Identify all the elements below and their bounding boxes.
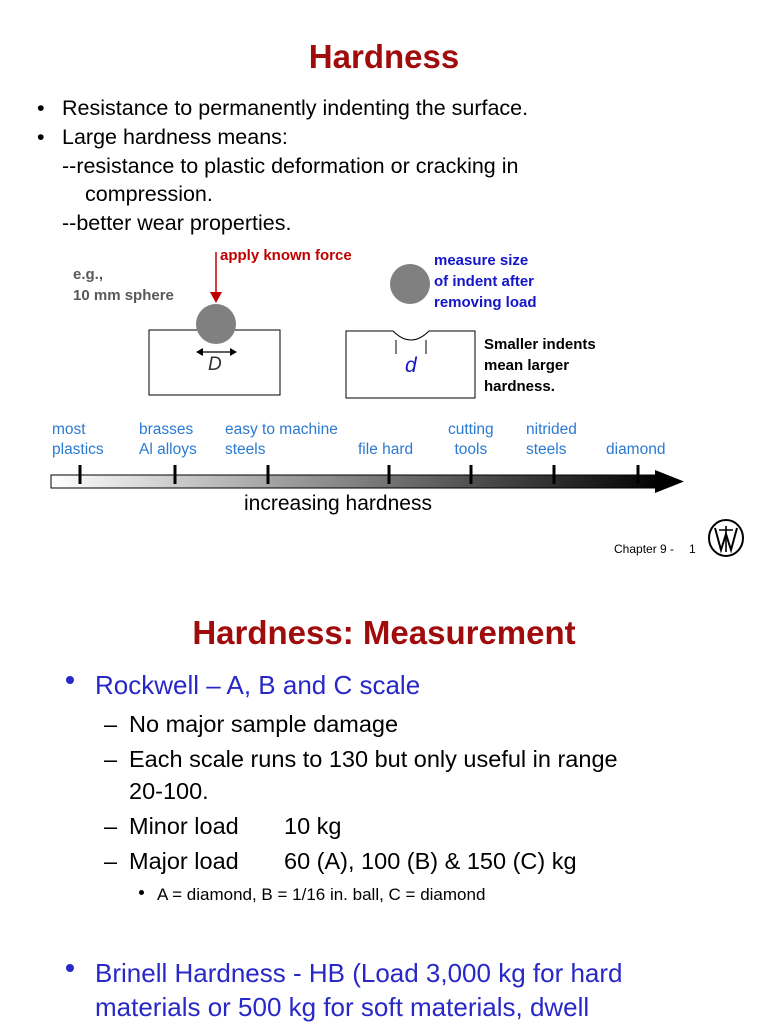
- dash-item-wear: --better wear properties.: [62, 211, 292, 235]
- indenter-types: A = diamond, B = 1/16 in. ball, C = diamond: [157, 885, 486, 904]
- scale-label-cutting-tools: cutting tools: [448, 421, 494, 458]
- bullet-glyph: •: [37, 96, 45, 120]
- minor-load-value: 10 kg: [284, 813, 342, 839]
- scale-axis-caption: increasing hardness: [244, 492, 432, 515]
- bullet-glyph: •: [37, 125, 45, 149]
- slide-2-title: Hardness: Measurement: [192, 614, 576, 651]
- dash-glyph: –: [104, 813, 118, 839]
- dash-item-compression: compression.: [85, 182, 213, 206]
- page-number: 1: [689, 542, 696, 556]
- scale-label-file-hard: file hard: [358, 441, 414, 458]
- rockwell-item-major-load: Major load: [129, 848, 239, 874]
- rockwell-item-scale-range-cont: 20-100.: [129, 778, 209, 804]
- rockwell-item-scale-range: Each scale runs to 130 but only useful in range: [129, 746, 618, 772]
- apply-force-label: apply known force: [220, 247, 352, 264]
- chapter-label: Chapter 9 -: [614, 542, 675, 556]
- bullet-dot-brinell: [66, 964, 74, 972]
- wiley-logo-icon: [707, 518, 745, 558]
- dash-glyph: –: [104, 746, 118, 772]
- scale-label-brasses: brasses Al alloys: [139, 421, 197, 458]
- bullet-large-hardness: Large hardness means:: [62, 125, 288, 149]
- D-label: D: [208, 354, 222, 375]
- bullet-resistance: Resistance to permanently indenting the surface.: [62, 96, 529, 120]
- scale-label-diamond: diamond: [606, 441, 666, 458]
- sphere-right: [390, 264, 430, 304]
- scale-label-easy-to-machine: easy to machine steels: [225, 421, 338, 458]
- sphere-left: [196, 304, 236, 344]
- rockwell-heading: Rockwell – A, B and C scale: [95, 670, 421, 700]
- d-label: d: [405, 354, 417, 377]
- slide-1-title: Hardness: [308, 38, 460, 75]
- dash-glyph: –: [104, 711, 118, 737]
- scale-label-most-plastics: most plastics: [52, 421, 104, 458]
- major-load-value: 60 (A), 100 (B) & 150 (C) kg: [284, 848, 577, 874]
- bullet-dot-rockwell: [66, 676, 74, 684]
- rockwell-item-damage: No major sample damage: [129, 711, 399, 737]
- eg-label: e.g., 10 mm sphere: [73, 266, 174, 304]
- sub-bullet-dot: [139, 890, 144, 895]
- smaller-indents-label: Smaller indents mean larger hardness.: [484, 336, 596, 395]
- dash-glyph: –: [104, 848, 118, 874]
- scale-label-nitrided-steels: nitrided steels: [526, 421, 577, 458]
- brinell-line-1: Brinell Hardness - HB (Load 3,000 kg for hard: [95, 958, 623, 988]
- measure-size-label: measure size of indent after removing load: [434, 252, 537, 311]
- force-arrow-head: [210, 292, 222, 303]
- rockwell-item-minor-load: Minor load: [129, 813, 239, 839]
- dash-item-plastic-deformation: --resistance to plastic deformation or cracking in: [62, 154, 519, 178]
- brinell-line-2: materials or 500 kg for soft materials, dwell: [95, 992, 590, 1022]
